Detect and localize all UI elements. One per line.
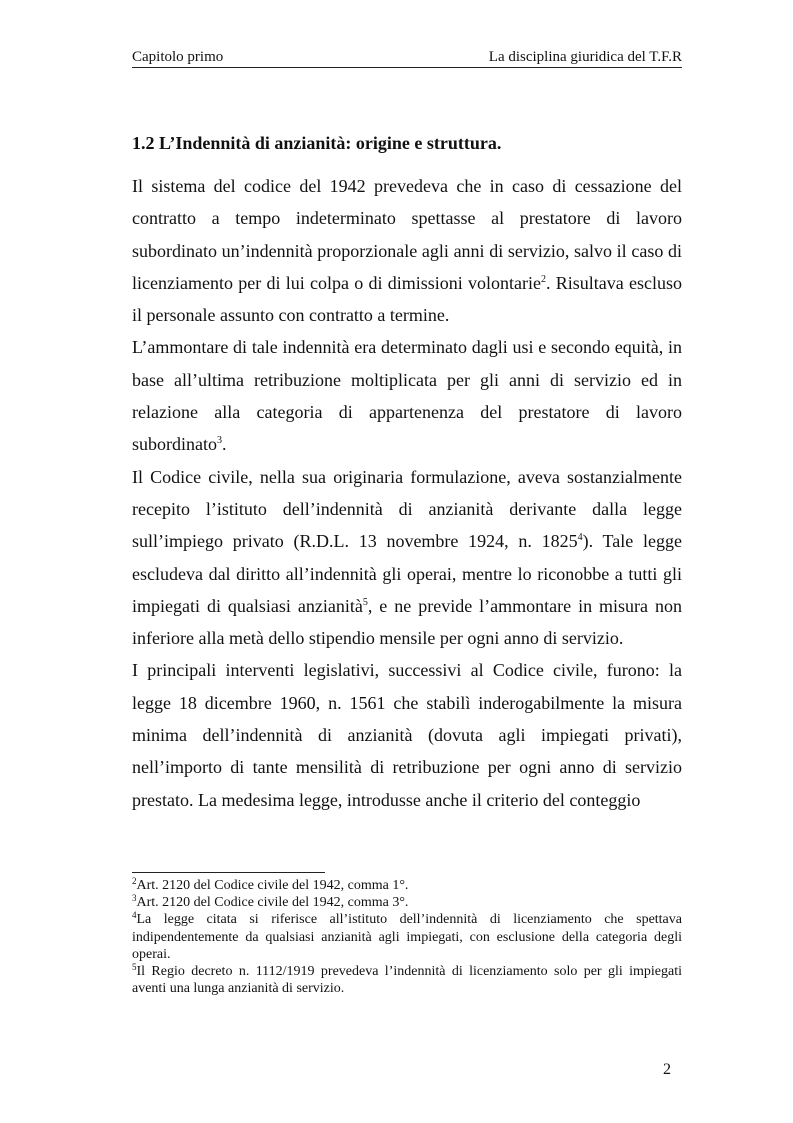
footnote-number: 2	[132, 876, 137, 886]
body-text	[132, 170, 682, 816]
footnote-ref-3: 3	[217, 435, 222, 447]
footnotes	[132, 877, 682, 997]
footnote-number: 4	[132, 910, 137, 921]
footnote-ref-2: 2	[540, 273, 546, 285]
paragraph-1-text-a: Il sistema del codice del 1942 prevedeva che in caso di cessazione del contratto a tempo indeterminato spettasse al prestatore di lavoro subordinato un’indennità proporzionale agli anni di servizio, salvo il caso di licenziamento per di lui colpa o di dimissioni volontarie	[132, 176, 682, 293]
paragraph-3-text-c: , e ne previde l’ammontare in misura non inferiore alla metà dello stipendio mensile per ogni anno di servizio.	[132, 595, 683, 649]
paragraph-3	[132, 461, 682, 655]
header-rule	[132, 67, 682, 68]
footnote-number: 3	[132, 893, 137, 904]
footnote-text: Il Regio decreto n. 1112/1919 prevedeva l’indennità di licenziamento solo per gli impiegati aventi una lunga anzianità di servizio.	[132, 964, 682, 997]
footnote-text: La legge citata si riferisce all’istituto dell’indennità di licenziamento che spettava indipendentemente da qualsiasi anzianità agli impiegati, con esclusione della categoria degli operai.	[132, 912, 682, 962]
paragraph-2-text-b: .	[222, 434, 227, 455]
header-chapter: Capitolo primo	[132, 49, 224, 65]
paragraph-3-text-a: Il Codice civile, nella sua originaria formulazione, aveva sostanzialmente recepito l’istituto dell’indennità di anzianità derivante dalla legge sull’impiego privato (R.D.L. 13 novembre 1924, n. 1825	[132, 466, 682, 552]
header-title: La disciplina giuridica del T.F.R	[488, 49, 682, 65]
paragraph-3-text-b: ). Tale legge escludeva dal diritto all’indennità gli operai, mentre lo riconobbe a tutti gli impiegati di qualsiasi anzianità	[132, 531, 682, 616]
section-title: 1.2 L’Indennità di anzianità: origine e struttura.	[132, 133, 502, 153]
paragraph-4: I principali interventi legislativi, successivi al Codice civile, furono: la legge 18 dicembre 1960, n. 1561 che stabilì inderogabilmente la misura minima dell’indennità di anzianità (dovuta agli impiegati privati), nell’importo di tante mensilità di retribuzione per ogni anno di servizio prestato. La medesima legge, introdusse anche il criterio del conteggio	[132, 660, 682, 810]
footnote-ref-5: 5	[362, 596, 368, 608]
footnote-5	[132, 963, 682, 997]
paragraph-2-text-a: L’ammontare di tale indennità era determinato dagli usi e secondo equità, in base all’ultima retribuzione moltiplicata per gli anni di servizio ed in relazione alla categoria di appartenenza del prestatore di lavoro subordinato	[132, 337, 682, 455]
footnote-text: Art. 2120 del Codice civile del 1942, comma 1°.	[136, 878, 409, 893]
footnote-3	[132, 894, 682, 911]
paragraph-2	[132, 331, 682, 460]
footnote-text: Art. 2120 del Codice civile del 1942, comma 3°.	[136, 895, 409, 911]
page-number: 2	[663, 1061, 671, 1078]
paragraph-1	[132, 170, 682, 331]
footnote-4	[132, 911, 682, 963]
footnote-rule	[132, 872, 325, 873]
paragraph-1-text-b: . Risultava escluso il personale assunto con contratto a termine.	[132, 272, 682, 326]
footnote-number: 5	[132, 962, 137, 973]
footnote-ref-4: 4	[577, 532, 583, 544]
footnote-2	[132, 877, 682, 894]
